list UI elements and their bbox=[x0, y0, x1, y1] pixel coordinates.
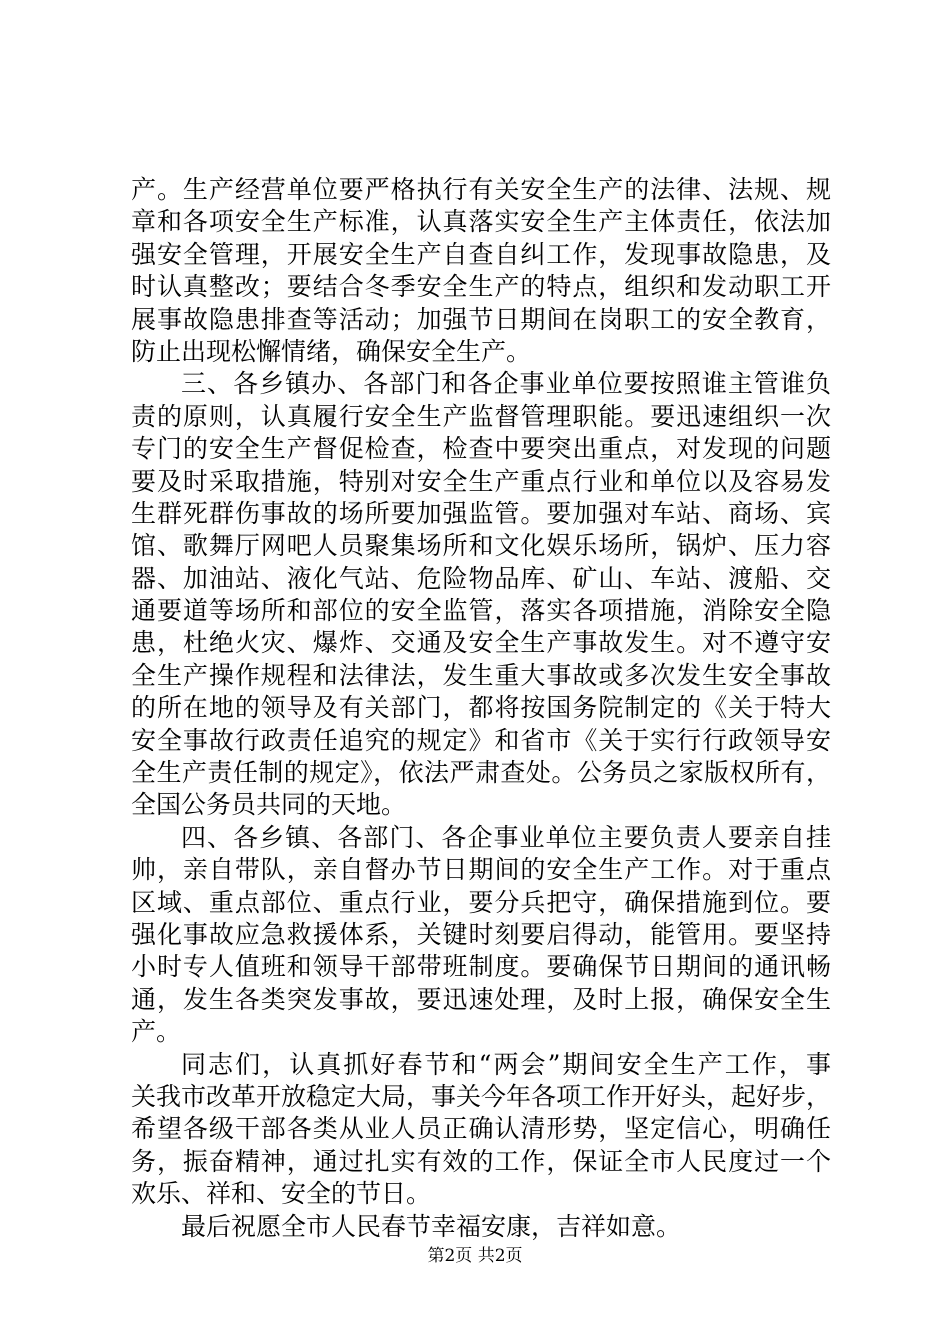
text-line: 通要道等场所和部位的安全监管，落实各项措施，消除安全隐 bbox=[131, 596, 831, 626]
text-line: 强安全管理，开展安全生产自查自纠工作，发现事故隐患，及 bbox=[131, 239, 831, 269]
text-line: 责的原则，认真履行安全生产监督管理职能。要迅速组织一次 bbox=[131, 401, 831, 431]
text-line: 同志们，认真抓好春节和“两会”期间安全生产工作，事 bbox=[181, 1049, 831, 1079]
text-line: 馆、歌舞厅网吧人员聚集场所和文化娱乐场所，锅炉、压力容 bbox=[131, 531, 831, 561]
text-line: 专门的安全生产督促检查，检查中要突出重点，对发现的问题 bbox=[131, 434, 831, 464]
text-line: 希望各级干部各类从业人员正确认清形势，坚定信心，明确任 bbox=[131, 1114, 831, 1144]
text-line: 强化事故应急救援体系，关键时刻要启得动，能管用。要坚持 bbox=[131, 919, 831, 949]
text-line: 三、各乡镇办、各部门和各企事业单位要按照谁主管谁负 bbox=[181, 369, 831, 399]
text-line: 四、各乡镇、各部门、各企事业单位主要负责人要亲自挂 bbox=[181, 822, 831, 852]
text-line: 关我市改革开放稳定大局，事关今年各项工作开好头，起好步， bbox=[131, 1081, 832, 1111]
paragraph-3 bbox=[131, 822, 831, 1049]
text-line: 产。生产经营单位要严格执行有关安全生产的法律、法规、规 bbox=[131, 175, 831, 204]
text-line: 务，振奋精神，通过扎实有效的工作，保证全市人民度过一个 bbox=[131, 1146, 831, 1176]
text-line: 产。 bbox=[131, 1017, 182, 1047]
text-line: 要及时采取措施，特别对安全生产重点行业和单位以及容易发 bbox=[131, 466, 831, 496]
text-line: 的所在地的领导及有关部门，都将按国务院制定的《关于特大 bbox=[131, 693, 831, 723]
text-line: 展事故隐患排查等活动；加强节日期间在岗职工的安全教育， bbox=[131, 304, 831, 334]
paragraph-4 bbox=[131, 1049, 831, 1211]
paragraph-5 bbox=[131, 1211, 831, 1243]
text-line: 全生产责任制的规定》，依法严肃查处。公务员之家版权所有， bbox=[131, 758, 831, 788]
text-line: 生群死群伤事故的场所要加强监管。要加强对车站、商场、宾 bbox=[131, 498, 831, 528]
text-line: 时认真整改；要结合冬季安全生产的特点，组织和发动职工开 bbox=[131, 272, 831, 302]
text-line: 全国公务员共同的天地。 bbox=[131, 790, 407, 820]
text-line: 最后祝愿全市人民春节幸福安康，吉祥如意。 bbox=[181, 1211, 682, 1241]
paragraph-2 bbox=[131, 368, 831, 821]
page-number: 第2页 共2页 bbox=[427, 1246, 523, 1266]
text-line: 器、加油站、液化气站、危险物品库、矿山、车站、渡船、交 bbox=[131, 563, 831, 593]
text-line: 欢乐、祥和、安全的节日。 bbox=[131, 1179, 432, 1209]
paragraph-1 bbox=[131, 174, 831, 368]
text-line: 帅，亲自带队，亲自督办节日期间的安全生产工作。对于重点 bbox=[131, 855, 831, 885]
text-line: 全生产操作规程和法律法，发生重大事故或多次发生安全事故 bbox=[131, 660, 831, 690]
document-body bbox=[131, 174, 831, 1243]
text-line: 通，发生各类突发事故，要迅速处理，及时上报，确保安全生 bbox=[131, 984, 831, 1014]
text-line: 区域、重点部位、重点行业，要分兵把守，确保措施到位。要 bbox=[131, 887, 831, 917]
text-line: 防止出现松懈情绪，确保安全生产。 bbox=[131, 336, 532, 366]
text-line: 章和各项安全生产标准，认真落实安全生产主体责任，依法加 bbox=[131, 207, 831, 237]
page-footer bbox=[0, 1245, 950, 1267]
text-line: 安全事故行政责任追究的规定》和省市《关于实行行政领导安 bbox=[131, 725, 831, 755]
text-line: 患，杜绝火灾、爆炸、交通及安全生产事故发生。对不遵守安 bbox=[131, 628, 831, 658]
text-line: 小时专人值班和领导干部带班制度。要确保节日期间的通讯畅 bbox=[131, 952, 831, 982]
